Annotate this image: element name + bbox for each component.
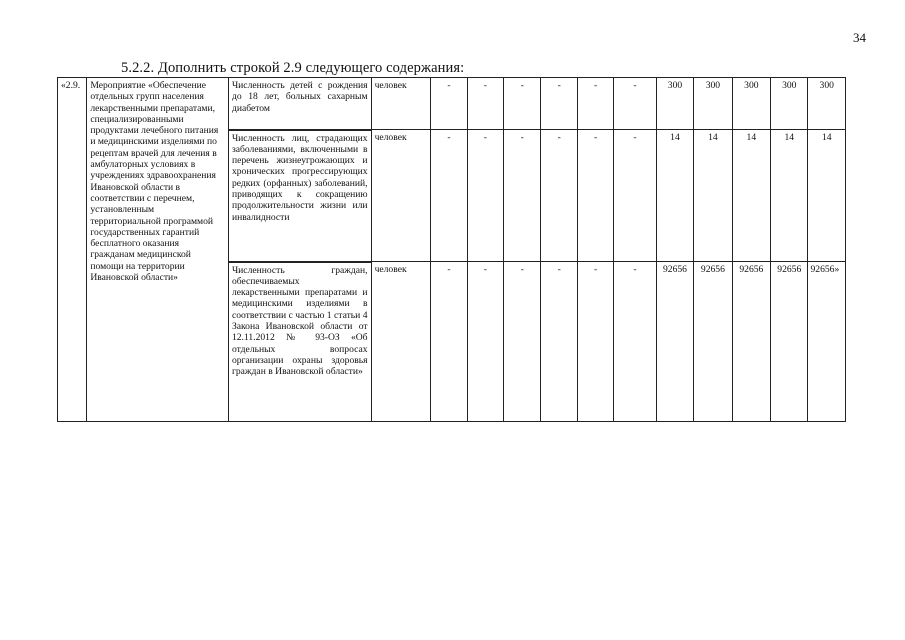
indicator-cell: Численность лиц, страдающих заболеваниями, включенными в перечень жизнеугрожающих и хронических прогрессирующих редких (орфанных) заболеваний, приводящих к сокращению продолжительности жизни или инвалидности — [228, 130, 371, 262]
value-cell: 300 — [808, 78, 846, 130]
value-cell: - — [577, 262, 613, 422]
value-cell: 14 — [694, 130, 732, 262]
value-cell: - — [504, 262, 541, 422]
unit-cell: человек — [371, 78, 431, 130]
value-cell: 14 — [808, 130, 846, 262]
row-number-cell: «2.9. — [58, 78, 87, 422]
value-cell: - — [541, 262, 577, 422]
value-cell: - — [467, 130, 503, 262]
value-cell: 300 — [694, 78, 732, 130]
value-cell: - — [504, 78, 541, 130]
value-cell: - — [577, 78, 613, 130]
page-number: 34 — [853, 30, 866, 45]
unit-cell: человек — [371, 130, 431, 262]
value-cell: - — [467, 78, 503, 130]
value-cell: 14 — [732, 130, 770, 262]
value-cell: - — [431, 78, 467, 130]
value-cell: - — [614, 78, 656, 130]
value-cell: 92656» — [808, 262, 846, 422]
unit-cell: человек — [371, 262, 431, 422]
value-cell: 92656 — [694, 262, 732, 422]
event-description-cell: Мероприятие «Обеспечение отдельных групп населения лекарственными препаратами, специализированными продуктами лечебного питания и медицинскими изделиями по рецептам врачей для лечения в амбулаторных условиях в учреждениях здравоохранения Ивановской области в соответствии с перечнем, установленным территориальной программой государственных гарантий бесплатного оказания гражданам медицинской помощи на территории Ивановской области» — [87, 78, 229, 422]
value-cell: 300 — [656, 78, 693, 130]
value-cell: 14 — [656, 130, 693, 262]
value-cell: 92656 — [771, 262, 808, 422]
value-cell: - — [541, 78, 577, 130]
table-row — [58, 78, 846, 130]
value-cell: 14 — [771, 130, 808, 262]
value-cell: - — [614, 130, 656, 262]
value-cell: - — [614, 262, 656, 422]
indicator-cell: Численность граждан, обеспечиваемых лекарственными препаратами и медицинскими изделиями в соответствии с частью 1 статьи 4 Закона Ивановской области от 12.11.2012 № 93-ОЗ «Об отдельных вопросах организации охраны здоровья граждан в Ивановской области» — [228, 262, 371, 422]
value-cell: 92656 — [656, 262, 693, 422]
value-cell: - — [504, 130, 541, 262]
indicator-cell: Численность детей с рождения до 18 лет, больных сахарным диабетом — [228, 78, 371, 130]
value-cell: 300 — [771, 78, 808, 130]
value-cell: - — [577, 130, 613, 262]
value-cell: - — [431, 130, 467, 262]
value-cell: - — [541, 130, 577, 262]
value-cell: - — [431, 262, 467, 422]
value-cell: 300 — [732, 78, 770, 130]
value-cell: - — [467, 262, 503, 422]
value-cell: 92656 — [732, 262, 770, 422]
section-heading: 5.2.2. Дополнить строкой 2.9 следующего содержания: — [121, 60, 465, 76]
indicator-table — [57, 77, 846, 422]
